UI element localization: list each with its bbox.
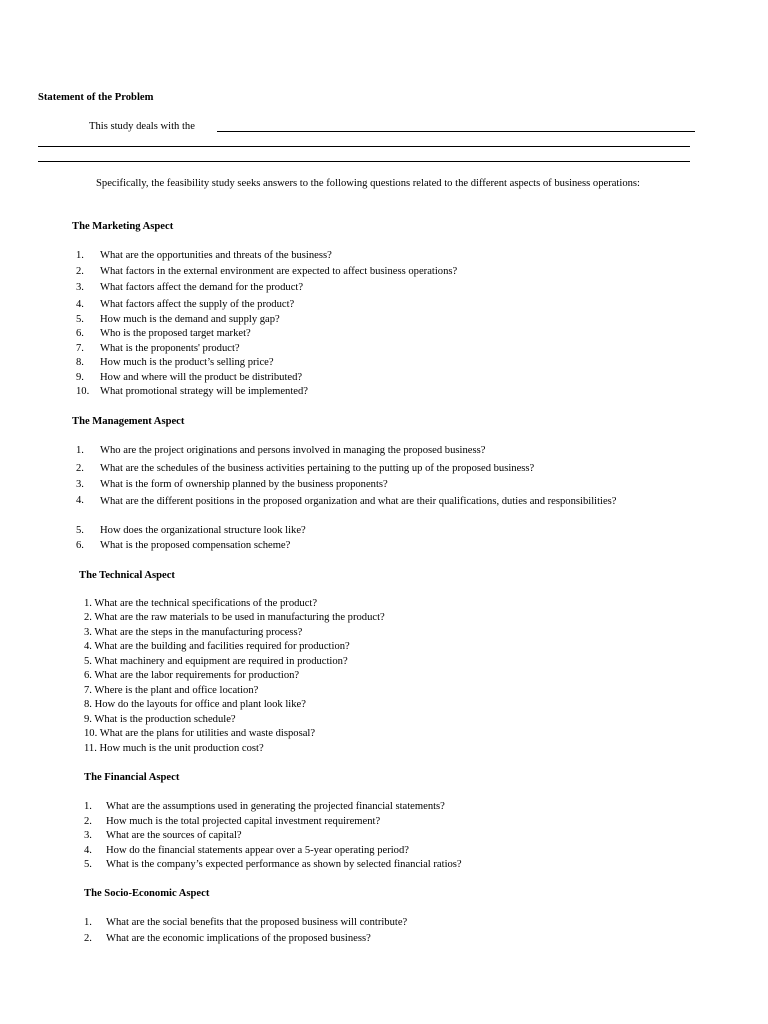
list-number: 3. — [76, 282, 84, 293]
list-number: 1. — [76, 445, 84, 456]
problem-intro: This study deals with the — [89, 121, 195, 132]
list-item: What is the company’s expected performance as shown by selected financial ratios? — [106, 859, 462, 870]
list-number: 4. — [84, 845, 92, 856]
list-number: 1. — [84, 917, 92, 928]
list-item: How much is the product’s selling price? — [100, 357, 274, 368]
list-number: 9. — [76, 372, 84, 383]
list-number: 6. — [76, 328, 84, 339]
list-number: 10. — [76, 386, 90, 397]
list-item: 11. How much is the unit production cost? — [84, 743, 264, 754]
list-number: 4. — [76, 299, 84, 310]
list-item: What are the economic implications of the proposed business? — [106, 933, 371, 944]
list-number: 5. — [76, 314, 84, 325]
list-item: What factors affect the supply of the product? — [100, 299, 295, 310]
list-item: How and where will the product be distributed? — [100, 372, 303, 383]
list-item: What are the social benefits that the proposed business will contribute? — [106, 917, 408, 928]
list-item: How does the organizational structure look like? — [100, 525, 306, 536]
list-item: What are the opportunities and threats of the business? — [100, 250, 332, 261]
technical-heading: The Technical Aspect — [79, 570, 175, 581]
list-number: 8. — [76, 357, 84, 368]
list-item: 8. How do the layouts for office and plant look like? — [84, 699, 306, 710]
list-item: Who is the proposed target market? — [100, 328, 251, 339]
list-item: 9. What is the production schedule? — [84, 714, 236, 725]
list-item: 5. What machinery and equipment are required in production? — [84, 656, 348, 667]
list-item: What are the assumptions used in generating the projected financial statements? — [106, 801, 445, 812]
specifically-paragraph: Specifically, the feasibility study seeks answers to the following questions related to the different aspects of business operations: — [96, 178, 640, 189]
list-number: 2. — [76, 266, 84, 277]
list-number: 3. — [76, 479, 84, 490]
list-item: 3. What are the steps in the manufacturing process? — [84, 627, 303, 638]
problem-heading: Statement of the Problem — [38, 92, 154, 103]
list-item: Who are the project originations and persons involved in managing the proposed business? — [100, 445, 486, 456]
list-item: 10. What are the plans for utilities and waste disposal? — [84, 728, 316, 739]
financial-heading: The Financial Aspect — [84, 772, 180, 783]
list-number: 3. — [84, 830, 92, 841]
list-item: 7. Where is the plant and office location? — [84, 685, 259, 696]
list-item: What is the proposed compensation scheme? — [100, 540, 291, 551]
list-item: What are the schedules of the business activities pertaining to the putting up of the proposed business? — [100, 463, 535, 474]
list-item: What is the proponents' product? — [100, 343, 240, 354]
list-item: How do the financial statements appear over a 5-year operating period? — [106, 845, 409, 856]
list-item: What promotional strategy will be implemented? — [100, 386, 308, 397]
list-number: 7. — [76, 343, 84, 354]
list-item: 6. What are the labor requirements for production? — [84, 670, 300, 681]
list-number: 2. — [84, 933, 92, 944]
list-number: 2. — [76, 463, 84, 474]
marketing-heading: The Marketing Aspect — [72, 221, 174, 232]
list-item: How much is the demand and supply gap? — [100, 314, 280, 325]
list-item: 2. What are the raw materials to be used in manufacturing the product? — [84, 612, 385, 623]
list-item: What factors affect the demand for the product? — [100, 282, 304, 293]
management-heading: The Management Aspect — [72, 416, 185, 427]
list-item: How much is the total projected capital investment requirement? — [106, 816, 381, 827]
list-number: 4. — [76, 495, 84, 506]
list-item: What factors in the external environment are expected to affect business operations? — [100, 266, 458, 277]
list-number: 1. — [84, 801, 92, 812]
list-item: What are the sources of capital? — [106, 830, 242, 841]
list-number: 1. — [76, 250, 84, 261]
socio-economic-heading: The Socio-Economic Aspect — [84, 888, 210, 899]
list-number: 5. — [76, 525, 84, 536]
list-item: What is the form of ownership planned by the business proponents? — [100, 479, 388, 490]
list-item: 4. What are the building and facilities required for production? — [84, 641, 350, 652]
list-number: 5. — [84, 859, 92, 870]
blank-line-2 — [38, 146, 690, 147]
list-number: 6. — [76, 540, 84, 551]
list-item: 1. What are the technical specifications of the product? — [84, 598, 318, 609]
blank-line-3 — [38, 161, 690, 162]
blank-line-1 — [217, 131, 695, 132]
list-number: 2. — [84, 816, 92, 827]
list-item: What are the different positions in the proposed organization and what are their qualifications, duties and responsibilities? — [100, 496, 617, 507]
